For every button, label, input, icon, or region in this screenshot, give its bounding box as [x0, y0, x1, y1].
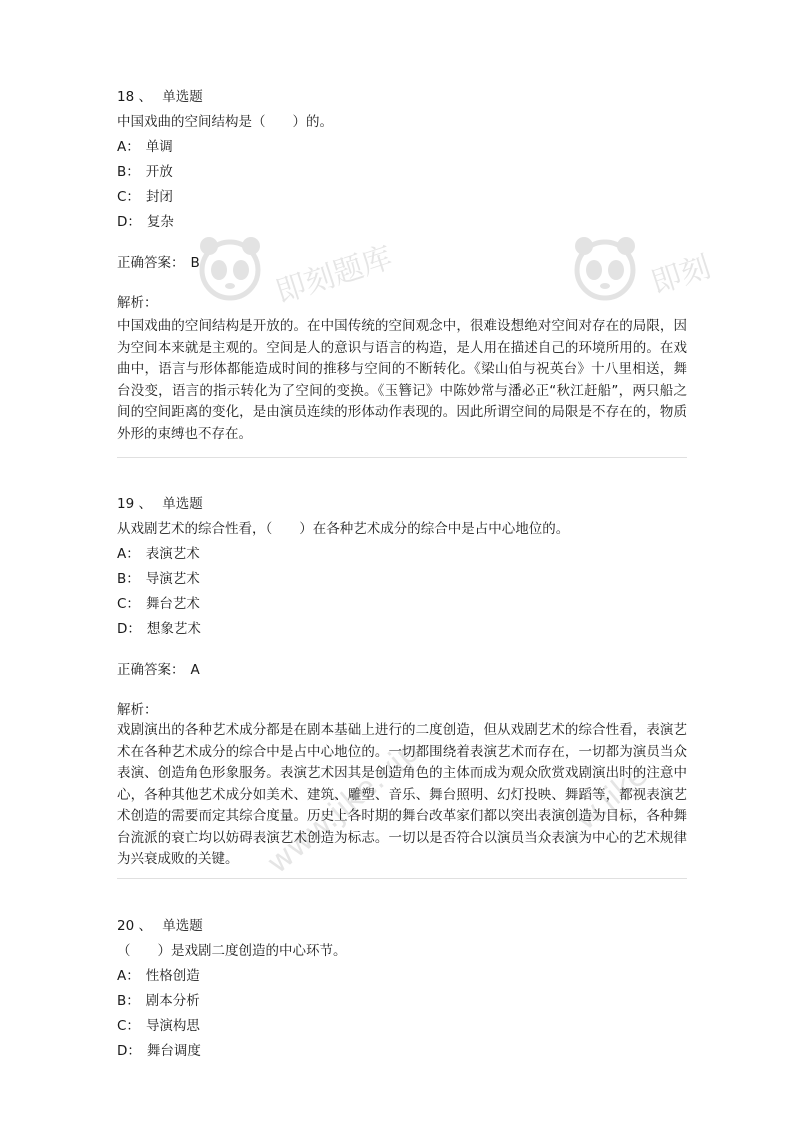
option-text: 导演艺术 — [145, 571, 200, 587]
option-a — [117, 138, 173, 156]
option-d — [117, 213, 174, 231]
option-letter: C： — [117, 189, 140, 205]
option-text: 性格创造 — [145, 968, 200, 984]
watermark-top-left — [195, 232, 397, 322]
option-d — [117, 1042, 201, 1060]
question-type: 单选题 — [162, 918, 203, 934]
question-number: 18 — [117, 89, 135, 105]
explanation-text: 戏剧演出的各种艺术成分都是在剧本基础上进行的二度创造，但从戏剧艺术的综合性看，表演艺术在各种艺术成分的综合中是占中心地位的。一切都围绕着表演艺术而存在，一切都为演员当众表演、创造角色形象服务。表演艺术因其是创造角色的主体而成为观众欣赏戏剧演出时的注意中心，各种其他艺术成分如美术、建筑、雕塑、音乐、舞台照明、幻灯投映、舞蹈等，都视表演艺术创造的需要而定其综合度量。历史上各时期的舞台改革家们都以突出表演创造为目标，各种舞台流派的衰亡均以妨碍表演艺术创造为标志。一切以是否符合以演员当众表演为中心的艺术规律为兴衰成败的关键。 — [117, 722, 687, 867]
question-separator: 、 — [138, 918, 152, 934]
explanation-label: 解析： — [117, 702, 158, 718]
answer-label: 正确答案： — [117, 662, 185, 678]
watermark-brand: 即刻题库 — [271, 240, 397, 311]
option-letter: D： — [117, 621, 141, 637]
option-text: 舞台调度 — [146, 1043, 201, 1059]
option-text: 导演构思 — [145, 1018, 200, 1034]
option-c — [117, 595, 200, 613]
option-b — [117, 570, 200, 588]
option-text: 单调 — [145, 139, 173, 155]
option-letter: A： — [117, 546, 140, 562]
option-letter: B： — [117, 164, 140, 180]
watermark-brand-partial: 即刻 — [647, 249, 716, 302]
option-text: 舞台艺术 — [145, 596, 200, 612]
question-divider — [117, 878, 687, 879]
question-stem: 从戏剧艺术的综合性看，（ ）在各种艺术成分的综合中是占中心地位的。 — [117, 521, 570, 537]
question-header — [117, 88, 203, 106]
option-text: 剧本分析 — [145, 993, 200, 1009]
option-letter: D： — [117, 1043, 141, 1059]
question-header — [117, 917, 203, 935]
option-text: 想象艺术 — [146, 621, 201, 637]
question-number: 20 — [117, 918, 135, 934]
option-b — [117, 163, 173, 181]
option-letter: C： — [117, 596, 140, 612]
option-d — [117, 620, 201, 638]
watermark-url-partial: w.jike — [568, 757, 655, 838]
answer-value: B — [190, 255, 200, 271]
question-header — [117, 495, 203, 513]
question-divider — [117, 457, 687, 458]
answer-label: 正确答案： — [117, 255, 185, 271]
option-a — [117, 967, 200, 985]
option-c — [117, 188, 173, 206]
correct-answer — [117, 661, 200, 679]
question-type: 单选题 — [162, 496, 203, 512]
question-type: 单选题 — [162, 89, 203, 105]
option-letter: C： — [117, 1018, 140, 1034]
question-stem: 中国戏曲的空间结构是（ ）的。 — [117, 114, 333, 130]
option-letter: A： — [117, 139, 140, 155]
question-separator: 、 — [138, 89, 152, 105]
answer-value: A — [190, 662, 200, 678]
explanation-text: 中国戏曲的空间结构是开放的。在中国传统的空间观念中，很难设想绝对空间对存在的局限，因为空间本来就是主观的。空间是人的意识与语言的构造，是人用在描述自己的环境所用的。在戏曲中，语言与形体都能造成时间的推移与空间的不断转化。《梁山伯与祝英台》十八里相送，舞台没变，语言的指示转化为了空间的变换。《玉簪记》中陈妙常与潘必正“秋江赶船”，两只船之间的空间距离的变化，是由演员连续的形体动作表现的。因此所谓空间的局限是不存在的，物质外形的束缚也不存在。 — [117, 318, 687, 442]
option-c — [117, 1017, 200, 1035]
panda-logo-icon — [195, 232, 265, 312]
option-text: 表演艺术 — [145, 546, 200, 562]
question-number: 19 — [117, 496, 135, 512]
correct-answer — [117, 254, 200, 272]
option-text: 开放 — [145, 164, 173, 180]
option-letter: B： — [117, 571, 140, 587]
option-letter: D： — [117, 214, 141, 230]
watermark-url: www.jike.vip — [260, 734, 426, 881]
question-separator: 、 — [138, 496, 152, 512]
option-text: 复杂 — [146, 214, 174, 230]
option-text: 封闭 — [145, 189, 173, 205]
panda-logo-icon — [570, 232, 640, 312]
question-stem: （ ）是戏剧二度创造的中心环节。 — [117, 943, 347, 959]
option-b — [117, 992, 200, 1010]
explanation-label: 解析： — [117, 295, 158, 311]
watermark-top-right — [570, 232, 800, 322]
option-a — [117, 545, 200, 563]
option-letter: B： — [117, 993, 140, 1009]
option-letter: A： — [117, 968, 140, 984]
